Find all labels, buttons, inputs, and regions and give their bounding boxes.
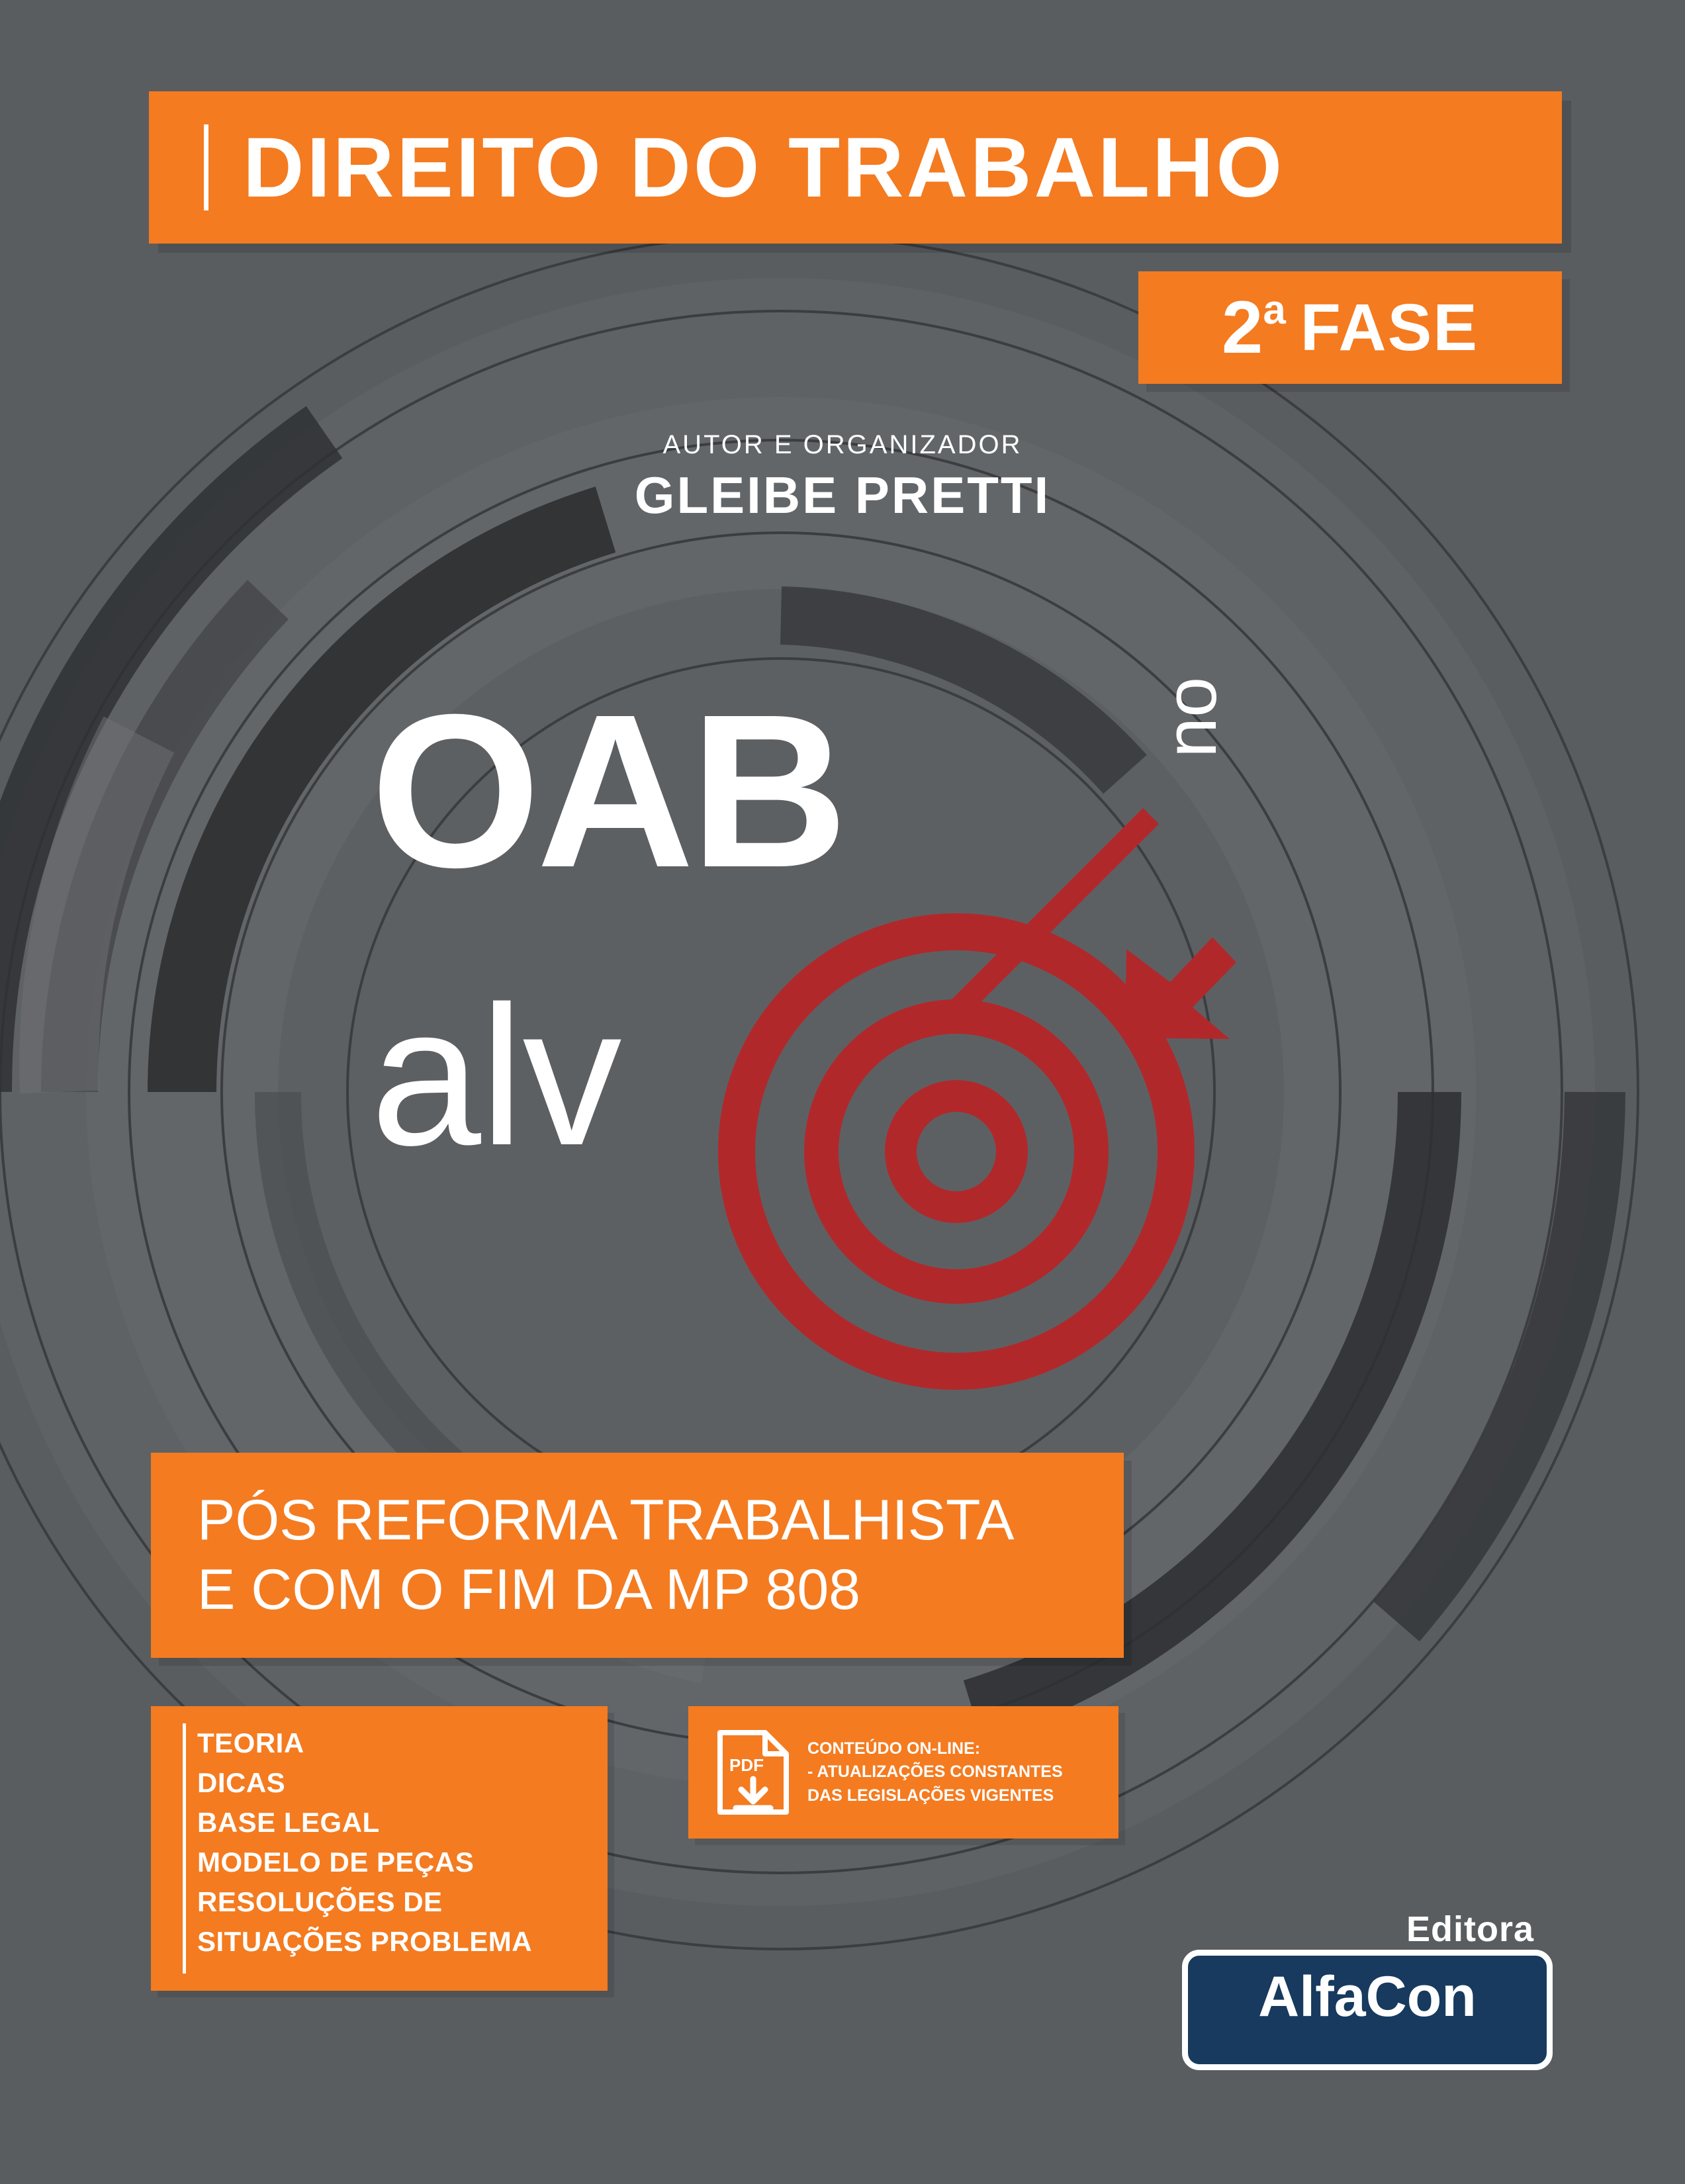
logo-alv-text: alv — [371, 964, 621, 1187]
author-block — [0, 430, 1685, 525]
cover-title-bar — [149, 91, 1562, 244]
list-item: SITUAÇÕES PROBLEMA — [197, 1926, 533, 1957]
online-line-3: DAS LEGISLAÇÕES VIGENTES — [807, 1786, 1054, 1805]
arrow-head-icon — [1113, 925, 1246, 1051]
online-line-2: - ATUALIZAÇÕES CONSTANTES — [807, 1762, 1063, 1782]
list-item: MODELO DE PEÇAS — [197, 1846, 475, 1878]
publisher-name: AlfaCon — [1258, 1965, 1477, 2028]
target-with-arrow-icon — [718, 913, 1195, 1390]
target-inner-ring — [885, 1080, 1028, 1223]
subtitle-box — [151, 1453, 1124, 1658]
brand-logo — [344, 668, 1377, 1350]
phase-ordinal: a — [1263, 287, 1286, 333]
features-divider — [183, 1723, 186, 1974]
publisher-prefix: Editora — [1406, 1909, 1534, 1949]
author-role: AUTOR E ORGANIZADOR — [662, 430, 1023, 459]
title-divider — [204, 124, 208, 210]
svg-text:PDF: PDF — [729, 1755, 764, 1775]
page-title: DIREITO DO TRABALHO — [243, 120, 1285, 215]
list-item: BASE LEGAL — [197, 1807, 380, 1838]
phase-number: 2 — [1222, 286, 1263, 369]
features-box — [151, 1706, 608, 1991]
phase-word: FASE — [1300, 291, 1479, 365]
subtitle-line-2: E COM O FIM DA MP 808 — [197, 1558, 860, 1621]
logo-no-text: no — [1150, 676, 1232, 758]
phase-badge — [1138, 271, 1562, 384]
author-name: GLEIBE PRETTI — [634, 466, 1051, 524]
pdf-download-icon — [716, 1730, 790, 1815]
subtitle-line-1: PÓS REFORMA TRABALHISTA — [197, 1488, 1015, 1553]
list-item: RESOLUÇÕES DE — [197, 1886, 443, 1917]
online-line-1: CONTEÚDO ON-LINE: — [807, 1739, 981, 1758]
logo-oab-text: OAB — [371, 668, 844, 913]
list-item: DICAS — [197, 1767, 286, 1798]
online-content-text — [807, 1737, 1063, 1808]
list-item: TEORIA — [197, 1727, 304, 1758]
online-content-box — [688, 1706, 1118, 1839]
publisher-logo — [1182, 1911, 1553, 2070]
